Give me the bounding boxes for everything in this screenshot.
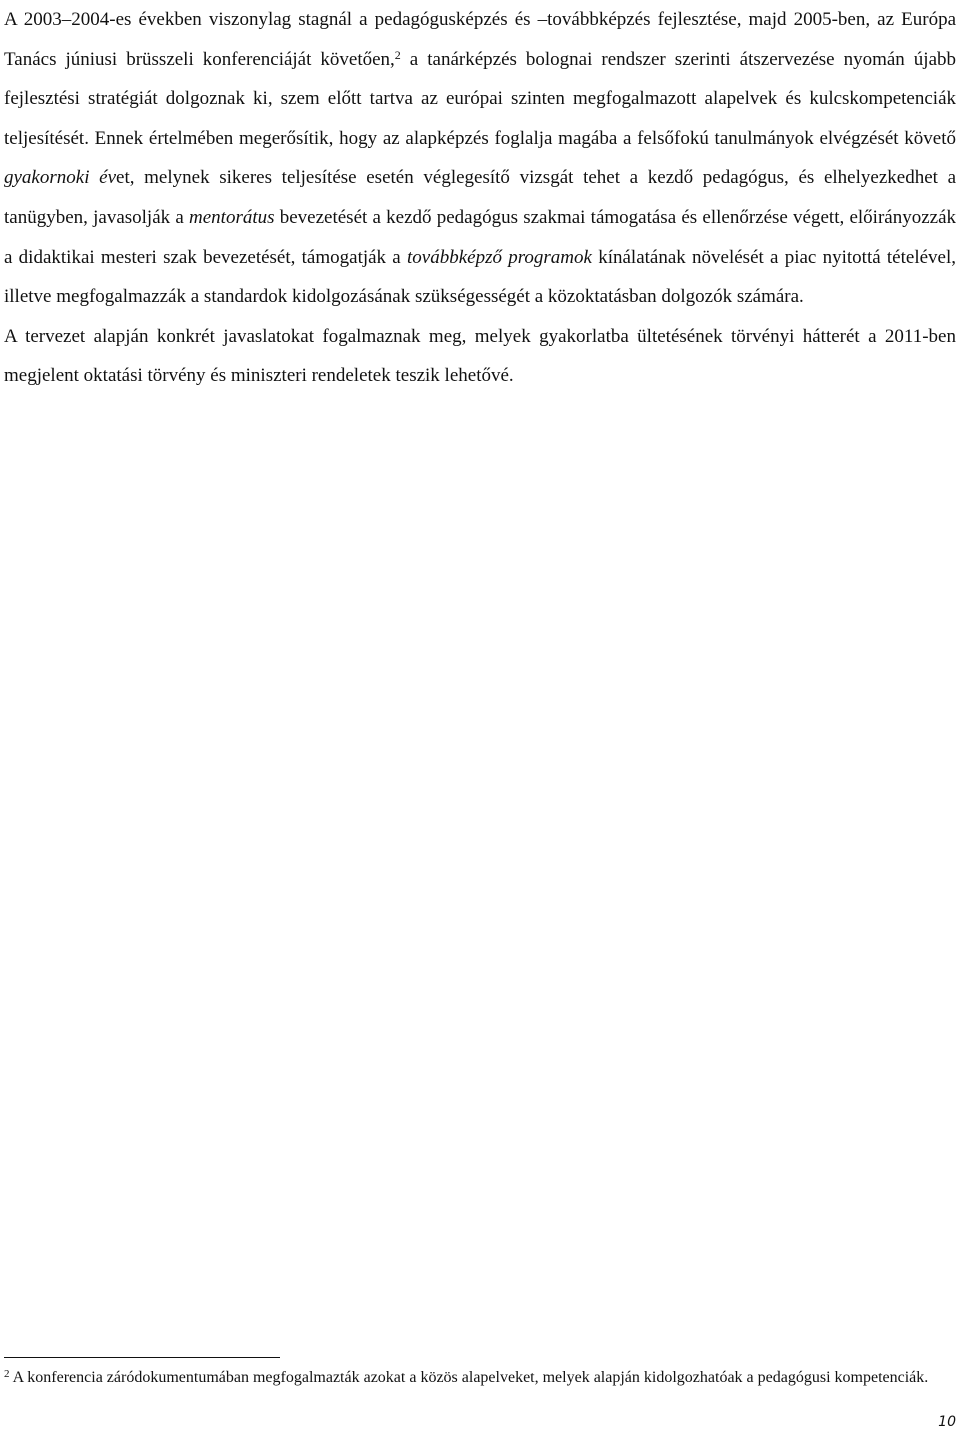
footnote-text: A konferencia záródokumentumában megfogalmazták azokat a közös alapelveket, melyek alapján kidolgozhatóak a pedagógusi kompetenciák. xyxy=(9,1369,929,1386)
paragraph-2 xyxy=(4,317,956,396)
footnote xyxy=(4,1366,956,1390)
body-text xyxy=(4,0,956,396)
footnote-number: 2 xyxy=(4,1368,10,1380)
text-segment: bevezetését a kezdő pedagógus szakmai támogatása és ellenőrzése végett, előirányozzák a didaktikai mesteri szak bevezetését, támogatják a xyxy=(4,206,956,268)
emphasis-mentoratus: mentorátus xyxy=(189,206,275,228)
text-segment: A tervezet alapján konkrét javaslatokat fogalmaznak meg, melyek gyakorlatba ültetésének törvényi hátterét a 2011-ben megjelent oktatási törvény és miniszteri rendeletek teszik lehetővé. xyxy=(4,325,956,387)
text-segment: A 2003–2004-es években viszonylag stagnál a pedagógusképzés és –továbbképzés fejlesztése, majd 2005-ben, az Európa Tanács júniusi brüsszeli konferenciáját követően, xyxy=(4,9,956,70)
text-segment: a tanárképzés bolognai rendszer szerinti átszervezése nyomán újabb fejlesztési stratégiát dolgoznak ki, szem előtt tartva az európai szinten megfogalmazott alapelvek és kulcskompetenciák teljesítését. Ennek értelmében megerősítik, hogy az alapképzés foglalja magába a felsőfokú tanulmányok elvégzését követő xyxy=(4,48,956,149)
footnote-separator xyxy=(4,1357,280,1358)
emphasis-tovabbkepzo-programok: továbbképző programok xyxy=(407,246,592,268)
emphasis-gyakornoki-ev: gyakornoki év xyxy=(4,167,117,189)
text-segment: et, melynek sikeres teljesítése esetén véglegesítő vizsgát tehet a kezdő pedagógus, és elhelyezkedhet a tanügyben, javasolják a xyxy=(4,167,957,228)
page-number: 10 xyxy=(938,1414,956,1430)
text-segment: kínálatának növelését a piac nyitottá tételével, illetve megfogalmazzák a standardok kidolgozásának szükségességét a közoktatásban dolgozók számára. xyxy=(4,246,957,308)
paragraph-1 xyxy=(4,0,956,317)
footnote-reference[interactable]: 2 xyxy=(394,47,401,62)
